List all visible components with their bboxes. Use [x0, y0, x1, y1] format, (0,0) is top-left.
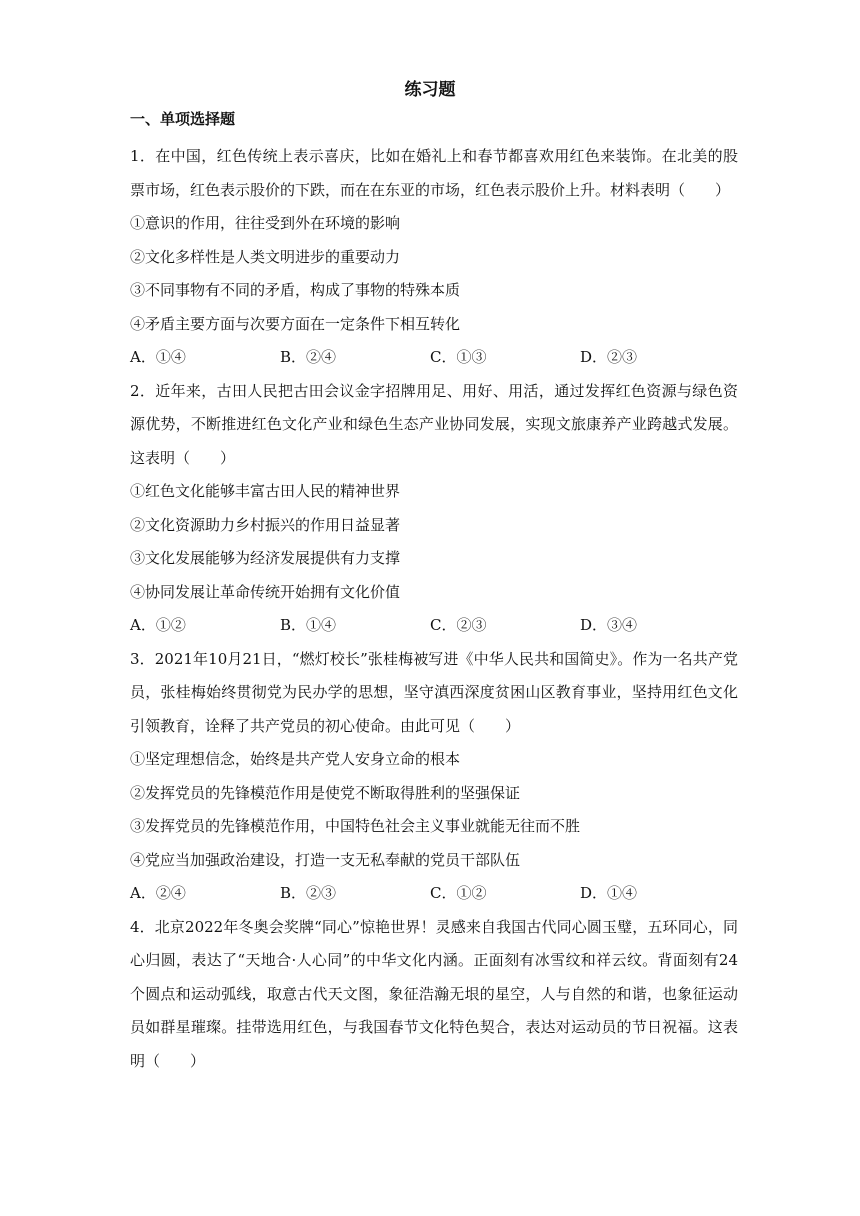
- question-stem: 2．近年来，古田人民把古田会议金字招牌用足、用好、用活，通过发挥红色资源与绿色资源优势，不断推进红色文化产业和绿色生态产业协同发展，实现文旅康养产业跨越式发展。这表明（ ）: [130, 381, 738, 467]
- statement-item: ③发挥党员的先锋模范作用，中国特色社会主义事业就能无往而不胜: [130, 817, 581, 835]
- statement-item: ④协同发展让革命传统开始拥有文化价值: [130, 582, 401, 601]
- answer-option: D．②③: [580, 348, 638, 366]
- statement-item: ②文化资源助力乡村振兴的作用日益显著: [130, 515, 401, 534]
- answer-options: [130, 341, 738, 375]
- question-stem: 1．在中国，红色传统上表示喜庆，比如在婚礼上和春节都喜欢用红色来装饰。在北美的股票市场，红色表示股价的下跌，而在在东亚的市场，红色表示股价上升。材料表明（ ）: [130, 147, 738, 199]
- answer-option: C．①③: [430, 348, 487, 366]
- answer-option: A．①④: [130, 348, 186, 366]
- statement-item: ①坚定理想信念，始终是共产党人安身立命的根本: [130, 750, 461, 768]
- page-title: 练习题: [404, 80, 456, 100]
- statement-item: ①意识的作用，往往受到外在环境的影响: [130, 214, 401, 232]
- answer-option: A．②④: [130, 884, 186, 902]
- answer-option: B．①④: [280, 616, 337, 634]
- statement-item: ③文化发展能够为经济发展提供有力支撑: [130, 549, 401, 567]
- question-4: [130, 911, 738, 1079]
- statement-item: ③不同事物有不同的矛盾，构成了事物的特殊本质: [130, 281, 461, 299]
- question-1: [130, 140, 738, 375]
- answer-option: B．②③: [280, 884, 337, 902]
- answer-option: B．②④: [280, 348, 337, 366]
- section-heading: 一、单项选择题: [130, 110, 236, 128]
- answer-options: [130, 609, 738, 643]
- question-stem: 3．2021年10月21日，“燃灯校长”张桂梅被写进《中华人民共和国简史》。作为一名共产党员，张桂梅始终贯彻党为民办学的思想，坚守滇西深度贫困山区教育事业，坚持用红色文化引领教育，诠释了共产党员的初心使命。由此可见（ ）: [130, 649, 738, 735]
- answer-option: C．②③: [430, 616, 487, 634]
- statement-item: ②发挥党员的先锋模范作用是使党不断取得胜利的坚强保证: [130, 783, 521, 802]
- answer-option: A．①②: [130, 616, 186, 634]
- statement-item: ②文化多样性是人类文明进步的重要动力: [130, 247, 401, 266]
- statement-item: ④党应当加强政治建设，打造一支无私奉献的党员干部队伍: [130, 850, 521, 869]
- answer-option: C．①②: [430, 884, 487, 902]
- answer-option: D．③④: [580, 616, 638, 634]
- question-3: [130, 643, 738, 911]
- question-stem: 4．北京2022年冬奥会奖牌“同心”惊艳世界！灵感来自我国古代同心圆玉璧，五环同心，同心归圆，表达了“天地合·人心同”的中华文化内涵。正面刻有冰雪纹和祥云纹。背面刻有24个圆点和运动弧线，取意古代天文图，象征浩瀚无垠的星空，人与自然的和谐，也象征运动员如群星璀璨。挂带选用红色，与我国春节文化特色契合，表达对运动员的节日祝福。这表明（ ）: [130, 917, 738, 1070]
- question-2: [130, 375, 738, 643]
- statement-item: ①红色文化能够丰富古田人民的精神世界: [130, 482, 401, 500]
- statement-item: ④矛盾主要方面与次要方面在一定条件下相互转化: [130, 314, 461, 333]
- question-list: [130, 140, 738, 1078]
- answer-option: D．①④: [580, 884, 638, 902]
- answer-options: [130, 877, 738, 911]
